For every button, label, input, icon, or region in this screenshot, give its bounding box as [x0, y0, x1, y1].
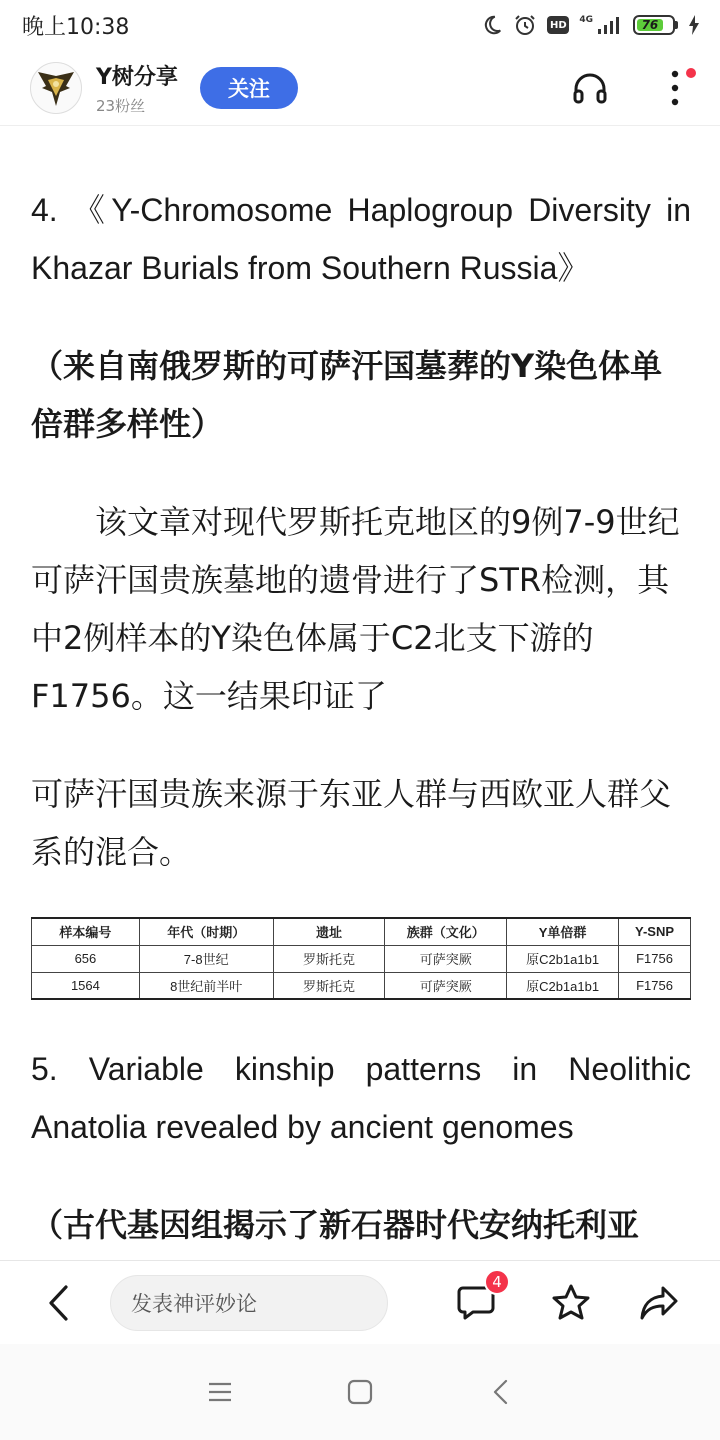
table-cell: 8世纪前半叶 [139, 972, 273, 999]
table-cell: 可萨突厥 [385, 972, 507, 999]
sample-table [31, 917, 691, 1000]
back-triangle-icon[interactable] [470, 1362, 530, 1422]
table-cell: 原C2b1a1b1 [507, 945, 619, 972]
table-header-cell: 族群（文化） [385, 918, 507, 945]
home-square-icon[interactable] [330, 1362, 390, 1422]
author-info [96, 60, 178, 116]
article-body [31, 126, 691, 1260]
follow-button[interactable]: 关注 [200, 67, 298, 109]
battery-indicator [633, 15, 678, 35]
comment-input[interactable]: 发表神评妙论 [110, 1275, 388, 1331]
notification-dot [686, 68, 696, 78]
share-icon[interactable] [638, 1282, 680, 1324]
table-cell: 原C2b1a1b1 [507, 972, 619, 999]
table-header-row [32, 918, 691, 945]
paragraph-title-4: 4. 《Y-Chromosome Haplogroup Diversity in Khazar Burials from Southern Russia》 [31, 192, 691, 286]
table-cell: 可萨突厥 [385, 945, 507, 972]
signal-icon [597, 15, 623, 35]
paragraph-conclusion: 可萨汗国贵族来源于东亚人群与西欧亚人群父系的混合。 [31, 775, 672, 871]
table-header-cell: Y单倍群 [507, 918, 619, 945]
table-row [32, 945, 691, 972]
back-icon[interactable] [38, 1278, 78, 1328]
table-cell: 656 [32, 945, 140, 972]
article-header [0, 50, 720, 126]
moon-icon [481, 14, 503, 36]
network-type-label: 4G [579, 14, 593, 25]
table-cell: 罗斯托克 [273, 945, 385, 972]
menu-icon[interactable] [190, 1362, 250, 1422]
table-header-cell: Y-SNP [619, 918, 691, 945]
comment-count-badge: 4 [484, 1269, 510, 1295]
battery-level: 76 [637, 19, 663, 31]
status-icons [481, 13, 700, 37]
charging-icon [688, 15, 700, 35]
author-name[interactable]: Y树分享 [96, 64, 178, 90]
alarm-icon [513, 13, 537, 37]
comment-icon[interactable] [456, 1272, 502, 1323]
paragraph-summary: 该文章对现代罗斯托克地区的9例7-9世纪可萨汗国贵族墓地的遗骨进行了STR检测，其中2例样本的Y染色体属于C2北支下游的F1756。这一结果印证了 [31, 503, 680, 715]
paragraph-title-5: 5. Variable kinship patterns in Neolithic Anatolia revealed by ancient genomes [31, 1051, 691, 1145]
author-avatar[interactable] [30, 62, 82, 114]
paragraph-translation-4: （来自南俄罗斯的可萨汗国墓葬的Y染色体单倍群多样性） [31, 347, 663, 443]
system-navigation-bar [0, 1344, 720, 1440]
table-cell: F1756 [619, 945, 691, 972]
table-cell: 7-8世纪 [139, 945, 273, 972]
paragraph-translation-5: （古代基因组揭示了新石器时代安纳托利亚 [31, 1206, 640, 1244]
table-row [32, 972, 691, 999]
table-cell: 1564 [32, 972, 140, 999]
hd-icon: HD [547, 16, 569, 34]
table-cell: 罗斯托克 [273, 972, 385, 999]
eagle-logo-icon [34, 66, 78, 110]
table-header-cell: 样本编号 [32, 918, 140, 945]
star-icon[interactable] [550, 1282, 592, 1324]
status-time: 晚上10:38 [22, 14, 130, 40]
table-header-cell: 年代（时期） [139, 918, 273, 945]
headphone-icon[interactable] [570, 68, 610, 108]
table-cell: F1756 [619, 972, 691, 999]
status-bar [0, 0, 720, 50]
table-header-cell: 遗址 [273, 918, 385, 945]
author-fans: 23粉丝 [96, 96, 146, 115]
more-vertical-icon[interactable] [660, 66, 690, 110]
bottom-action-bar [0, 1260, 720, 1344]
